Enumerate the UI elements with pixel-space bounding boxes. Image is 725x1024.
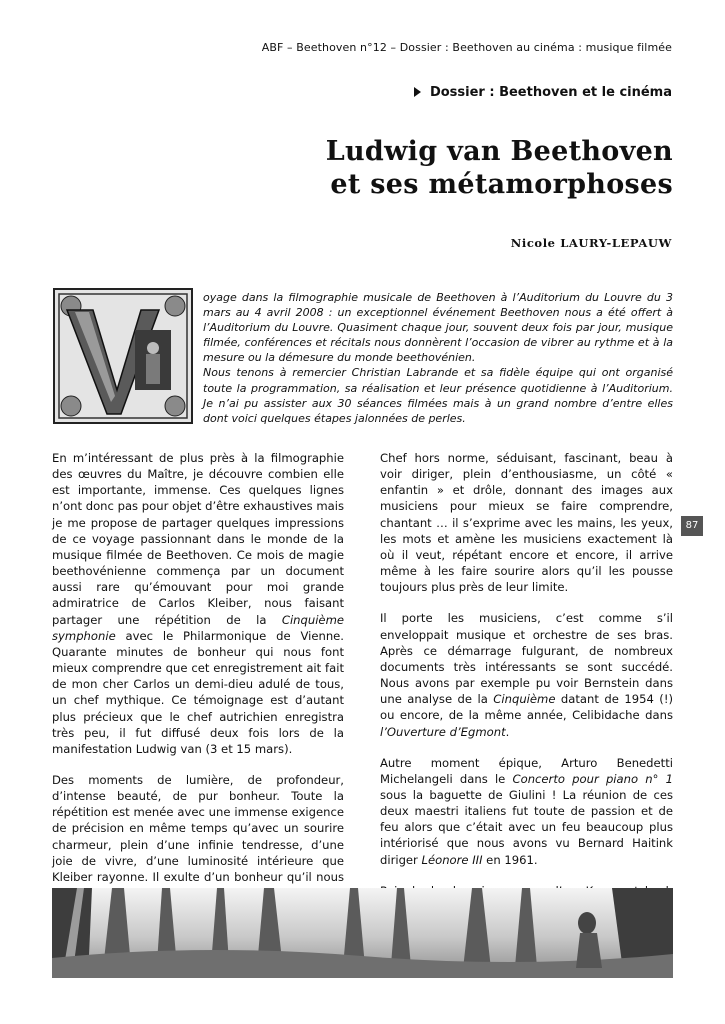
section-heading (414, 85, 672, 100)
article-title (326, 135, 673, 201)
forest-banner-image (52, 888, 673, 978)
italic-title: Léonore III (421, 852, 483, 867)
paragraph (380, 610, 673, 739)
right-column (380, 450, 673, 946)
text-run: datant de 1954 (!) ou encore, de la même année, Celibidache dans (380, 692, 673, 723)
paragraph (380, 755, 673, 868)
running-head: ABF – Beethoven n°12 – Dossier : Beethoven au cinéma : musique filmée (261, 41, 672, 54)
drop-cap-illustration (53, 288, 193, 424)
text-run: en 1961. (482, 852, 538, 867)
text-run: Autre moment épique, Arturo Benedetti Michelangeli dans le (380, 755, 673, 786)
title-line-1: Ludwig van Beethoven (325, 136, 673, 167)
title-line-2: et ses métamorphoses (330, 169, 673, 200)
intro-text (203, 290, 673, 426)
text-run: . (505, 724, 510, 739)
text-run: sous la baguette de Giulini ! La réunion de ces deux maestri italiens fut toute de passion et de feu alors que c’était avec un feu beaucoup plus intériorisé que nous avons vu Bernard Haitink diriger (380, 787, 673, 867)
paragraph (52, 450, 344, 757)
italic-title: Cinquième (493, 692, 556, 707)
triangle-bullet-icon (414, 87, 421, 97)
intro-paragraph-1: oyage dans la filmographie musicale de Beethoven à l’Auditorium du Louvre du 3 mars au 4 avril 2008 : un exceptionnel événement Beethoven nous a été offert à l’Auditorium du Louvre. Quasiment chaque jour, souvent deux fois par jour, musique filmée, conférences et récitals nous donnèrent l’occasion de vibrer au rythme et à la mesure ou la démesure du monde beethovénien. (203, 291, 673, 365)
page-number-tab: 87 (681, 516, 703, 536)
paragraph: Des moments de lumière, de profondeur, d’intense beauté, de pur bonheur. Toute la répétition est menée avec une immense exigence de précision en même temps qu’avec un sourire charmeur, plein d’une infinie tendresse, d’une joie de vivre, d’une luminosité intérieure que Kleiber rayonne. Il exulte d’un bonheur qu’il nous (52, 772, 344, 884)
text-run: Il porte les musiciens, c’est comme s’il enveloppait musique et orchestre de ses bras. Après ce démarrage fulgurant, de nombreux documents très intéressants se sont succédé. Nous avons par exemple pu voir Bernstein dans une analyse de la (380, 611, 673, 707)
section-label: Dossier : Beethoven et le cinéma (429, 85, 672, 100)
paragraph: Chef hors norme, séduisant, fascinant, beau à voir diriger, plein d’enthousiasme, un côté « enfantin » et drôle, donnant des images aux musiciens pour mieux se faire comprendre, chantant … il s’exprime avec les mains, les yeux, les mots et amène les musiciens exactement là où il veut, répétant encore et encore, il arrive même à les faire sourire alors qu’il les pousse toujours plus près de leur limite. (380, 451, 673, 595)
text-run: avec le Philarmonique de Vienne. Quarante minutes de bonheur qui nous font mieux comprendre que cet enregistrement ait fait de mon cher Carlos un demi-dieu adulé de tous, un chef mythique. Ce témoignage est d’autant plus précieux que le chef autrichien enregistra très peu, il fut diffusé deux fois lors de la manifestation Ludwig van (3 et 15 mars). (52, 628, 344, 756)
italic-title: Cinquième symphonie (52, 612, 344, 643)
author-name: Nicole LAURY-LEPAUW (510, 236, 672, 250)
intro-paragraph-2: Nous tenons à remercier Christian Labrande et sa fidèle équipe qui ont organisé toute la programmation, sa réalisation et leur présence quotidienne à l’Auditorium. Je n’ai pu assister aux 30 séances filmées mais à un grand nombre d’entre elles dont voici quelques étapes jalonnées de perles. (203, 366, 673, 425)
italic-title: l’Ouverture d’Egmont (380, 724, 506, 739)
text-run: En m’intéressant de plus près à la filmographie des œuvres du Maître, je découvre combien elle est importante, immense. Ces quelques lignes n’ont donc pas pour objet d’être exhaustives mais je me propose de partager quelques impressions de ce voyage passionnant dans le monde de la musique filmée de Beethoven. Ce mois de magie beethovénienne commença par un document aussi rare qu’émouvant pour moi grande admiratrice de Carlos Kleiber, nous faisant partager une répétition de la (52, 451, 344, 627)
italic-title: Concerto pour piano n° 1 (512, 771, 674, 786)
left-column (52, 450, 344, 916)
